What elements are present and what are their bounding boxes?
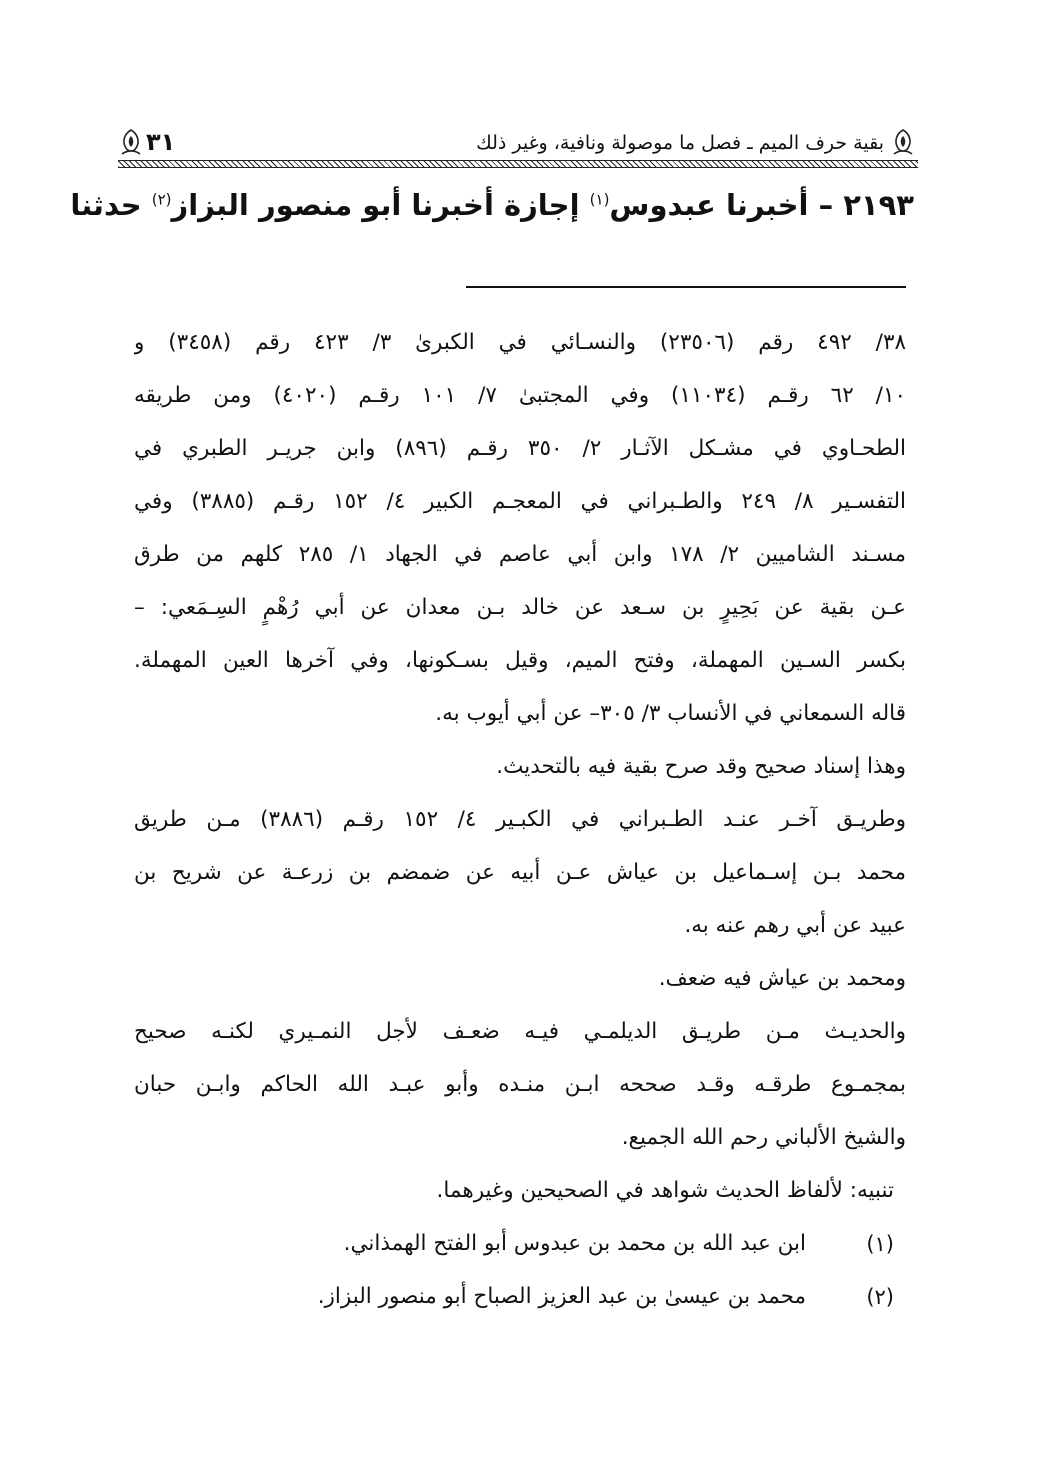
- running-title: بقية حرف الميم ـ فصل ما موصولة ونافية، وغير ذلك: [476, 132, 884, 154]
- note-line: التفسـير ٨/ ٢٤٩ والطـبراني في المعجـم الكبير ٤/ ١٥٢ رقـم (٣٨٨٥) وفي: [134, 489, 906, 514]
- floral-ornament-icon: [118, 128, 144, 158]
- hadith-number: ٢١٩٣: [843, 188, 914, 222]
- running-header: [118, 122, 918, 166]
- footnote-number: (٢): [866, 1284, 894, 1309]
- floral-ornament-icon: [890, 128, 916, 158]
- note-line: عـن بقية عن بَحِيرٍ بن سـعد عن خالد بـن معدان عن أبي رُهْمٍ السِـمَعي: –: [134, 595, 906, 620]
- note-line: ٣٨/ ٤٩٢ رقم (٢٣٥٠٦) والنسـائي في الكبرىٰ ٣/ ٤٢٣ رقم (٣٤٥٨) و: [134, 330, 906, 355]
- note-line: قاله السمعاني في الأنساب ٣/ ٣٠٥– عن أبي أيوب به.: [435, 701, 906, 726]
- numbered-footnote: [134, 1217, 906, 1270]
- footnote-ref: (١): [589, 190, 610, 209]
- footnote-number: (١): [866, 1231, 894, 1256]
- footnote-separator: [466, 286, 906, 288]
- note-line: والحديـث مـن طريـق الديلمـي فيـه ضعـف لأجل النمـيري لكنـه صحيح: [134, 1019, 906, 1044]
- footnote-ref: (٢): [151, 190, 172, 209]
- footnote-text: ابن عبد الله بن محمد بن عبدوس أبو الفتح الهمذاني.: [343, 1231, 806, 1256]
- note-line: وهذا إسناد صحيح وقد صرح بقية فيه بالتحديث.: [496, 754, 906, 779]
- header-rule: [118, 160, 918, 168]
- note-line: وطريـق آخـر عنـد الطـبراني في الكبـير ٤/ ١٥٢ رقـم (٣٨٨٦) مـن طريق: [134, 807, 906, 832]
- hadith-text-part: حدثنا: [70, 188, 142, 222]
- note-line: تنبيه: لألفاظ الحديث شواهد في الصحيحين وغيرهما.: [436, 1178, 894, 1203]
- hadith-heading: [70, 188, 914, 222]
- footnote-body: [134, 316, 906, 1323]
- note-line: مسـند الشاميين ٢/ ١٧٨ وابن أبي عاصم في الجهاد ١/ ٢٨٥ كلهم من طرق: [134, 542, 906, 567]
- note-line: ١٠/ ٦٢ رقـم (١١٠٣٤) وفي المجتبىٰ ٧/ ١٠١ رقـم (٤٠٢٠) ومن طريقه: [134, 383, 906, 408]
- note-line: والشيخ الألباني رحم الله الجميع.: [621, 1125, 906, 1150]
- footnote-text: محمد بن عيسىٰ بن عبد العزيز الصباح أبو منصور البزاز.: [317, 1284, 806, 1309]
- note-line: الطحـاوي في مشـكل الآثـار ٢/ ٣٥٠ رقـم (٨٩٦) وابن جريـر الطبري في: [134, 436, 906, 461]
- note-line: محمد بـن إسـماعيل بن عياش عـن أبيه عن ضمضم بن زرعـة عن شريح بن: [134, 860, 906, 885]
- numbered-footnote: [134, 1270, 906, 1323]
- hadith-text-part: أخبرنا عبدوس: [609, 188, 809, 222]
- note-line: بمجمـوع طرقـه وقـد صححه ابـن منـده وأبو عبـد الله الحاكم وابـن حبان: [134, 1072, 906, 1097]
- hadith-text-part: إجازة أخبرنا أبو منصور البزاز: [171, 188, 580, 222]
- page-number: ٣١: [146, 128, 176, 156]
- note-line: بكسر السـين المهملة، وفتح الميم، وقيل بسـكونها، وفي آخرها العين المهملة.: [134, 648, 906, 673]
- note-line: عبيد عن أبي رهم عنه به.: [684, 913, 906, 938]
- note-line: ومحمد بن عياش فيه ضعف.: [658, 966, 906, 991]
- hadith-dash: –: [818, 188, 834, 222]
